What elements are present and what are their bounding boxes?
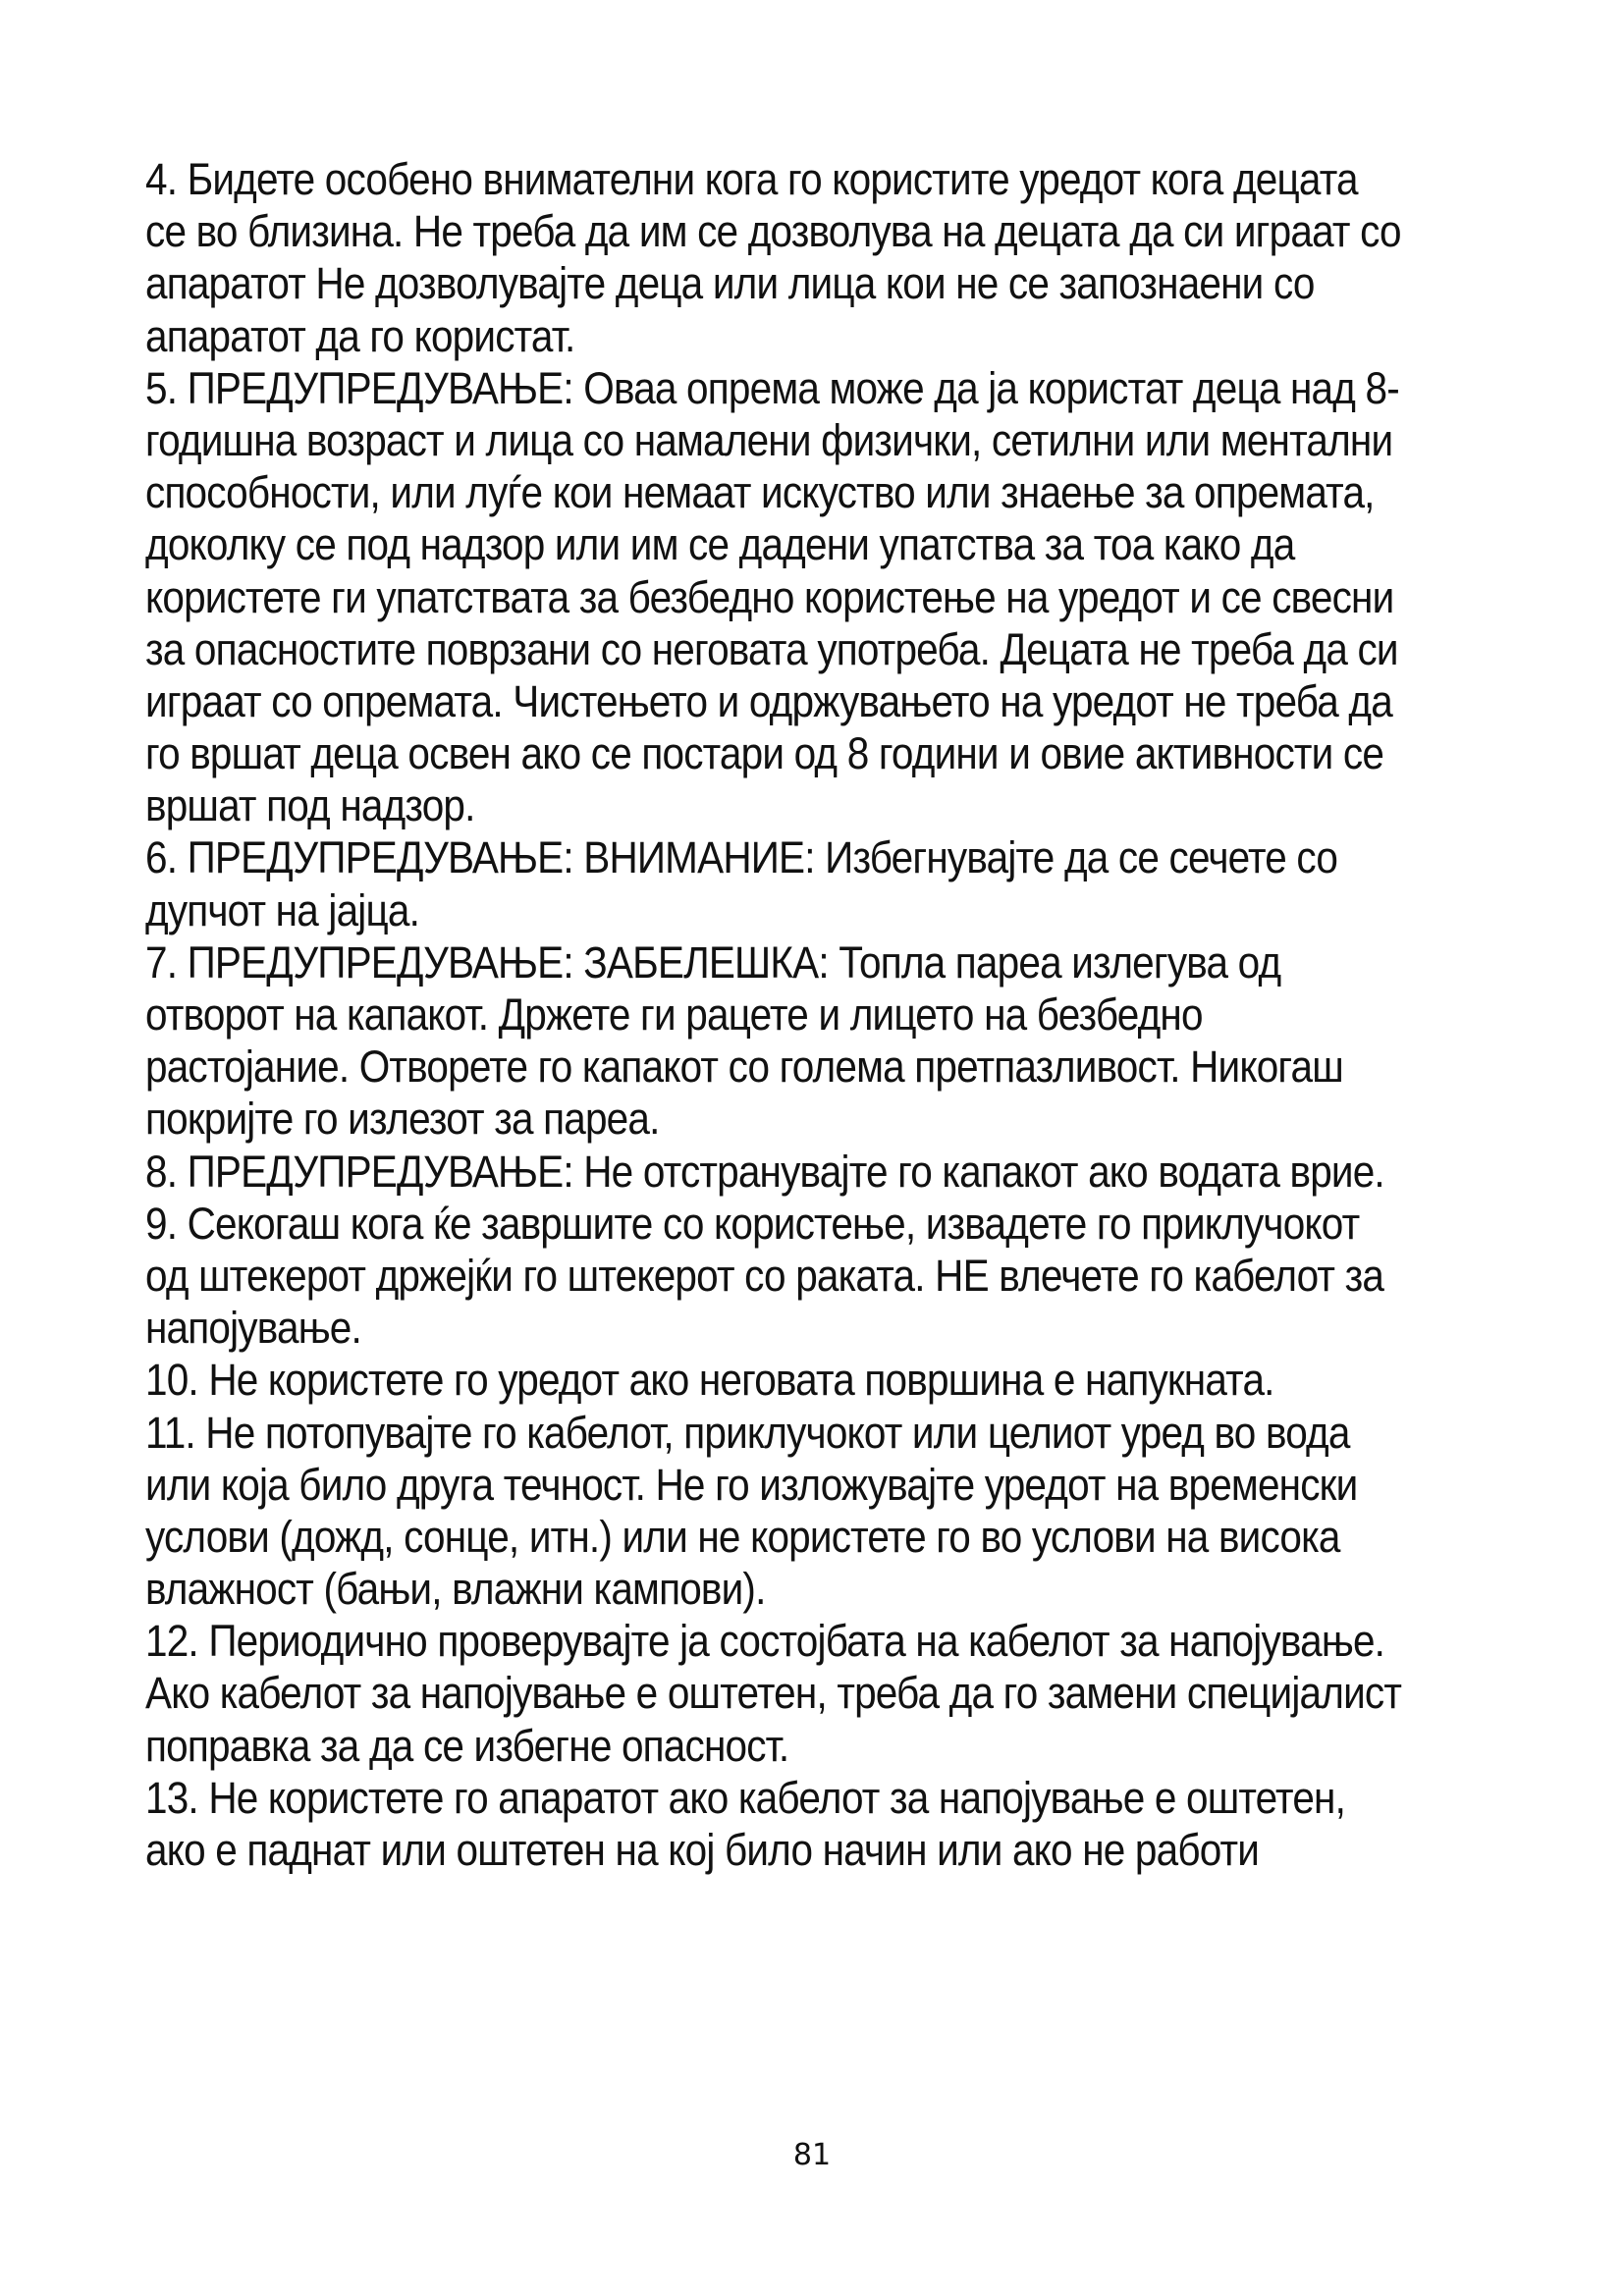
text-line: 12. Периодично проверувајте ја состојбата на кабелот за напојување. [145, 1616, 1385, 1667]
text-line: поправка за да се избегне опасност. [145, 1720, 789, 1771]
text-line: 6. ПРЕДУПРЕДУВАЊЕ: ВНИМАНИЕ: Избегнувајте да се сечете со [145, 832, 1338, 883]
text-line: 7. ПРЕДУПРЕДУВАЊЕ: ЗАБЕЛЕШКА: Топла пареа излегува од [145, 936, 1281, 988]
text-line: од штекерот држејќи го штекерот со раката. НЕ влечете го кабелот за [145, 1250, 1384, 1301]
instructions-text [145, 153, 1400, 1876]
text-line: 8. ПРЕДУПРЕДУВАЊЕ: Не отстранувајте го капакот ако водата врие. [145, 1146, 1384, 1197]
text-line: растојание. Отворете го капакот со голема претпазливост. Никогаш [145, 1041, 1343, 1093]
text-line: вршат под надзор. [145, 780, 475, 831]
text-line: ако е паднат или оштетен на кој било начин или ако не работи [145, 1825, 1260, 1875]
text-line: напојување. [145, 1303, 361, 1354]
text-line: се во близина. Не треба да им се дозволува на децата да си играат со [145, 206, 1401, 257]
text-line: доколку се под надзор или им се дадени упатства за тоа како да [145, 519, 1295, 570]
text-line: отворот на капакот. Држете ги рацете и лицето на безбедно [145, 989, 1203, 1040]
text-line: 4. Бидете особено внимателни кога го користите уредот кога децата [145, 154, 1358, 204]
text-line: играат со опремата. Чистењето и одржувањето на уредот не треба да [145, 675, 1392, 726]
text-line: покријте го излезот за пареа. [145, 1094, 660, 1145]
text-line: Ако кабелот за напојување е оштетен, треба да го замени специјалист [145, 1668, 1402, 1719]
text-line: за опасностите поврзани со неговата употреба. Децата не треба да си [145, 623, 1398, 674]
text-line: услови (дожд, сонце, итн.) или не користете го во услови на висока [145, 1511, 1340, 1562]
text-line: апаратот Не дозволувајте деца или лица кои не се запознаени со [145, 258, 1315, 309]
text-line: користете ги упатствата за безбедно користење на уредот и се свесни [145, 571, 1394, 622]
text-line: годишна возраст и лица со намалени физички, сетилни или ментални [145, 414, 1393, 465]
text-line: 11. Не потопувајте го кабелот, приклучокот или целиот уред во вода [145, 1407, 1350, 1458]
text-line: 9. Секогаш кога ќе завршите со користење, извадете го приклучокот [145, 1198, 1360, 1249]
page-number: 81 [792, 2138, 832, 2172]
text-line: 10. Не користете го уредот ако неговата површина е напукната. [145, 1355, 1274, 1406]
text-line: апаратот да го користат. [145, 310, 575, 361]
text-line: дупчот на јајца. [145, 884, 420, 935]
text-line: го вршат деца освен ако се постари од 8 години и овие активности се [145, 728, 1384, 779]
text-line: 13. Не користете го апаратот ако кабелот за напојување е оштетен, [145, 1772, 1346, 1823]
text-line: 5. ПРЕДУПРЕДУВАЊЕ: Оваа опрема може да ја користат деца над 8- [145, 362, 1399, 413]
text-line: способности, или луѓе кои немаат искуство или знаење за опремата, [145, 467, 1375, 518]
text-line: или која било друга течност. Не го изложувајте уредот на временски [145, 1459, 1358, 1510]
text-line: влажност (бањи, влажни кампови). [145, 1564, 766, 1615]
